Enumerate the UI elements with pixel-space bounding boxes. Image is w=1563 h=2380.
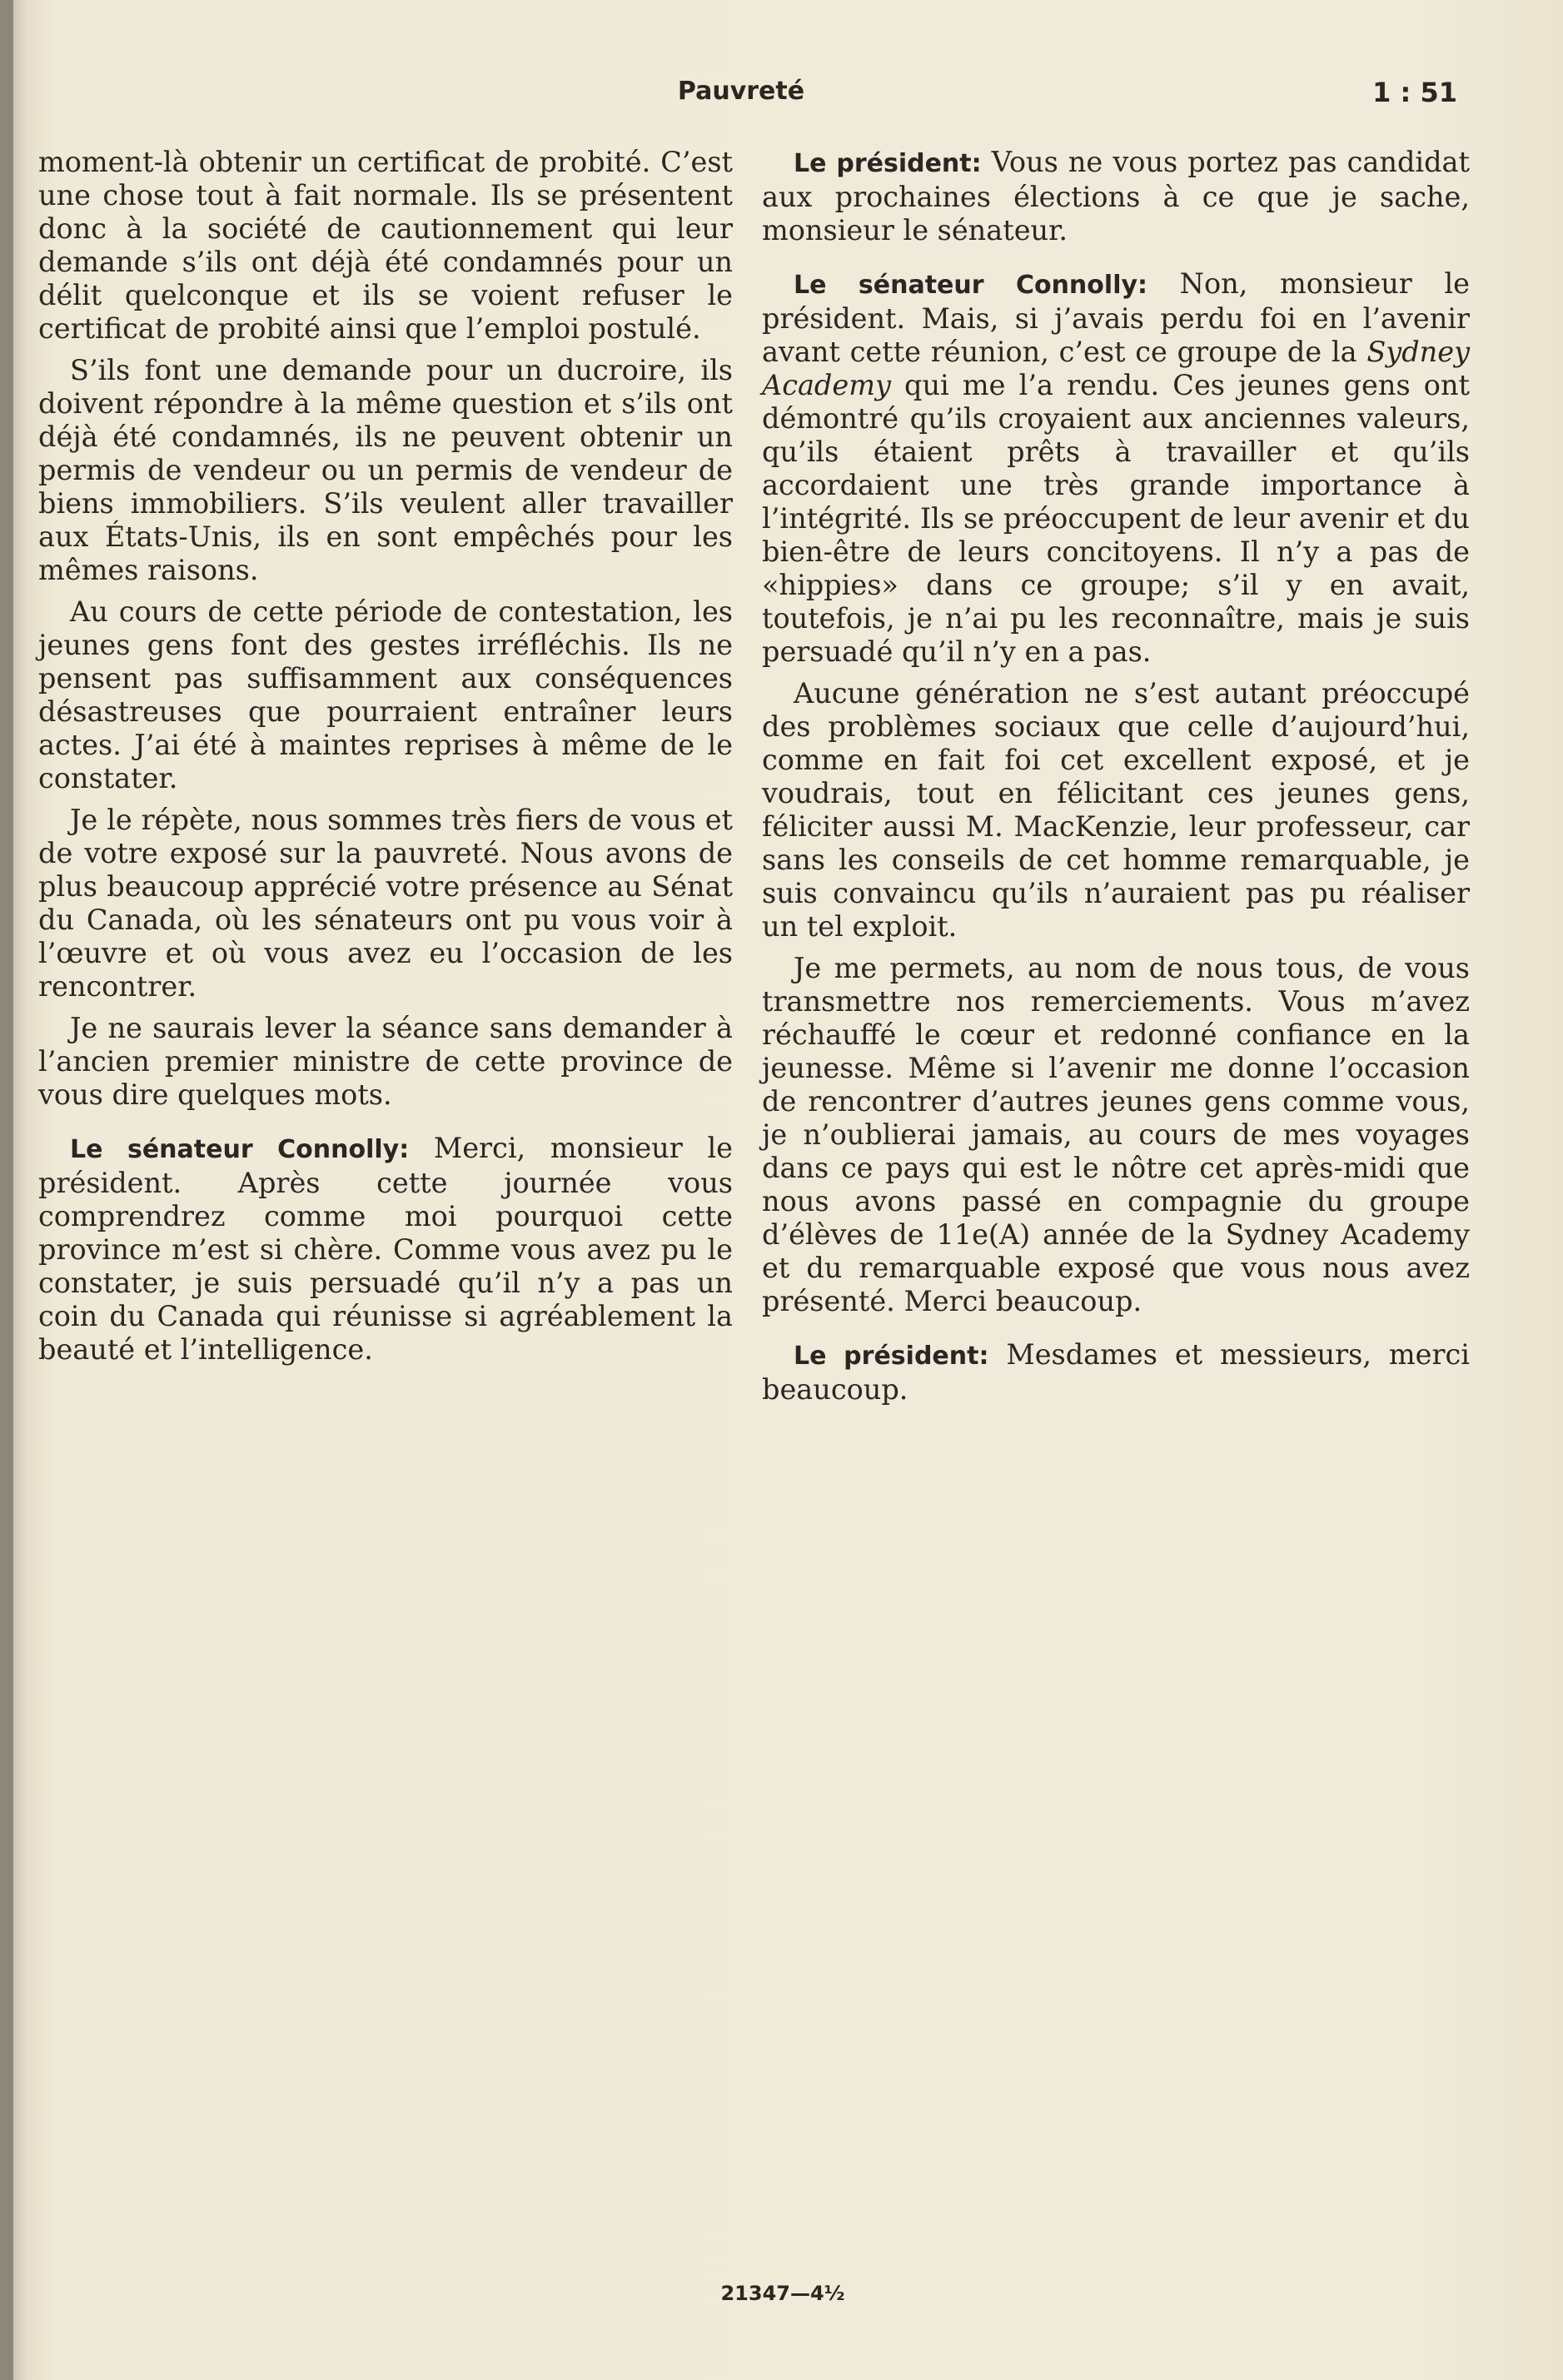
left-column — [38, 146, 733, 1375]
right-column — [762, 146, 1470, 1415]
running-header — [0, 77, 1563, 118]
speaker-label: Le sénateur Connolly: — [70, 1135, 410, 1164]
speaker-label: Le président: — [794, 1342, 989, 1371]
speaker-paragraph — [762, 1338, 1470, 1407]
binding-gutter — [0, 0, 13, 2380]
paragraph: S’ils font une demande pour un ducroire, ils doivent répondre à la même question et s’ils ont déjà été condamnés, ils ne peuvent obtenir un permis de vendeur ou un permis de vendeur de biens immobiliers. S’ils veulent aller travailler aux États-Unis, ils en sont empêchés pour les mêmes raisons. — [38, 354, 733, 586]
page-number: 1 : 51 — [1372, 77, 1457, 108]
paragraph: Je me permets, au nom de nous tous, de vous transmettre nos remerciements. Vous m’avez réchauffé le cœur et redonné confiance en la jeunesse. Même si l’avenir me donne l’occasion de rencontrer d’autres jeunes gens comme vous, je n’oublierai jamais, au cours de mes voyages dans ce pays qui est le nôtre cet après-midi que nous avons passé en compagnie du groupe d’élèves de 11e(A) année de la Sydney Academy et du remarquable exposé que vous nous avez présenté. Merci beaucoup. — [762, 952, 1470, 1317]
paragraph: Aucune génération ne s’est autant préoccupé des problèmes sociaux que celle d’aujourd’hui, comme en fait foi cet excellent exposé, et je voudrais, tout en félicitant ces jeunes gens, féliciter aussi M. MacKenzie, leur professeur, car sans les conseils de cet homme remarquable, je suis convaincu qu’ils n’auraient pas pu réaliser un tel exploit. — [762, 677, 1470, 943]
speaker-label: Le sénateur Connolly: — [794, 271, 1148, 300]
speaker-paragraph — [38, 1132, 733, 1367]
emphasized-text: Sydney Academy — [762, 336, 1470, 401]
speech-text: qui me l’a rendu. Ces jeunes gens ont démontré qu’ils croyaient aux anciennes valeurs, qu’ils étaient prêts à travailler et qu’ils accordaient une très grande importance à l’intégrité. Ils se préoccupent de leur avenir et du bien-être de leurs concitoyens. Il n’y a pas de «hippies» dans ce groupe; s’il y en avait, toutefois, je n’ai pu les reconnaître, mais je suis persuadé qu’il n’y en a pas. — [762, 369, 1470, 668]
speaker-paragraph — [762, 267, 1470, 669]
paragraph: Je le répète, nous sommes très fiers de vous et de votre exposé sur la pauvreté. Nous avons de plus beaucoup apprécié votre présence au Sénat du Canada, où les sénateurs ont pu vous voir à l’œuvre et où vous avez eu l’occasion de les rencontrer. — [38, 804, 733, 1003]
speaker-label: Le président: — [794, 149, 982, 178]
speech-text: Non, monsieur le président. Mais, si j’avais perdu foi en l’avenir avant cette réunion, c’est ce groupe de la — [762, 267, 1470, 368]
speech-text: Mesdames et messieurs, merci beaucoup. — [762, 1338, 1470, 1406]
running-title: Pauvreté — [677, 77, 805, 106]
paragraph: Je ne saurais lever la séance sans demander à l’ancien premier ministre de cette province de vous dire quelques mots. — [38, 1012, 733, 1111]
speech-text: Merci, monsieur le président. Après cette journée vous comprendrez comme moi pourquoi cette province m’est si chère. Comme vous avez pu le constater, je suis persuadé qu’il n’y a pas un coin du Canada qui réunisse si agréablement la beauté et l’intelligence. — [38, 1132, 733, 1366]
speech-text: Vous ne vous portez pas candidat aux prochaines élections à ce que je sache, monsieur le sénateur. — [762, 146, 1470, 246]
paragraph: Au cours de cette période de contestation, les jeunes gens font des gestes irréfléchis. Ils ne pensent pas suffisamment aux conséquences désastreuses que pourraient entraîner leurs actes. J’ai été à maintes reprises à même de le constater. — [38, 595, 733, 794]
paragraph: moment-là obtenir un certificat de probité. C’est une chose tout à fait normale. Ils se présentent donc à la société de cautionnement qui leur demande s’ils ont déjà été condamnés pour un délit quelconque et ils se voient refuser le certificat de probité ainsi que l’emploi postulé. — [38, 146, 733, 345]
print-code: 21347—4½ — [720, 2282, 845, 2305]
speaker-paragraph — [762, 146, 1470, 247]
